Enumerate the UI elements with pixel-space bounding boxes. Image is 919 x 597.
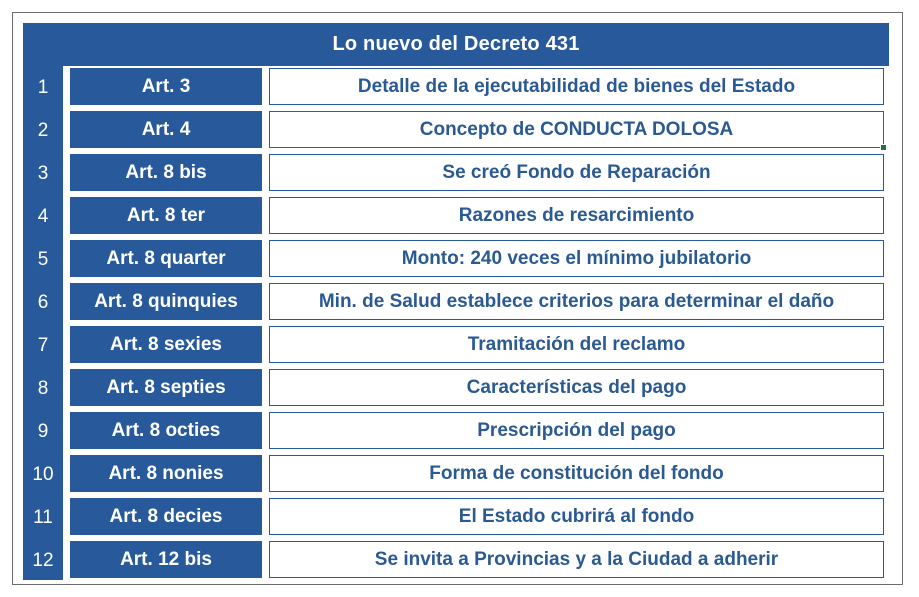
row-number: 11 [33,506,53,528]
table-row [23,66,889,109]
row-number: 2 [37,119,49,141]
article-cell[interactable]: Art. 8 quarter [70,240,262,277]
row-number: 5 [37,248,49,270]
description-cell[interactable]: Se creó Fondo de Reparación [269,154,884,191]
description-cell-selected[interactable] [269,111,884,148]
description-cell[interactable]: Monto: 240 veces el mínimo jubilatorio [269,240,884,277]
description-cell[interactable]: El Estado cubrirá al fondo [269,498,884,535]
table-row [23,453,889,496]
table-row [23,152,889,195]
row-number: 7 [37,334,49,356]
table-row [23,238,889,281]
row-number: 1 [37,76,49,98]
table-row [23,539,889,582]
description-text: Concepto de CONDUCTA DOLOSA [419,118,734,140]
row-number: 10 [32,463,54,485]
article-cell[interactable]: Art. 8 ter [70,197,262,234]
article-cell[interactable]: Art. 12 bis [70,541,262,578]
article-cell[interactable]: Art. 8 septies [70,369,262,406]
article-cell[interactable]: Art. 8 nonies [70,455,262,492]
table-title: Lo nuevo del Decreto 431 [332,33,580,55]
article-cell[interactable]: Art. 8 quinquies [70,283,262,320]
description-cell[interactable]: Se invita a Provincias y a la Ciudad a adherir [269,541,884,578]
row-number: 4 [37,205,49,227]
article-cell[interactable]: Art. 8 decies [70,498,262,535]
table-row [23,410,889,453]
table-row [23,281,889,324]
article-cell[interactable]: Art. 4 [70,111,262,148]
description-cell[interactable]: Tramitación del reclamo [269,326,884,363]
article-cell[interactable]: Art. 8 sexies [70,326,262,363]
article-cell[interactable]: Art. 8 octies [70,412,262,449]
description-cell[interactable]: Forma de constitución del fondo [269,455,884,492]
row-number: 9 [37,420,49,442]
fill-handle[interactable] [880,144,887,151]
description-cell[interactable]: Razones de resarcimiento [269,197,884,234]
table-row [23,109,889,152]
description-cell[interactable]: Detalle de la ejecutabilidad de bienes del Estado [269,68,884,105]
table-row [23,496,889,539]
row-number: 3 [37,162,49,184]
table-row [23,195,889,238]
description-cell[interactable]: Características del pago [269,369,884,406]
row-number: 6 [37,291,49,313]
description-cell[interactable]: Prescripción del pago [269,412,884,449]
row-number: 12 [32,549,54,571]
row-number: 8 [37,377,49,399]
table-row [23,367,889,410]
table-row [23,324,889,367]
article-cell[interactable]: Art. 8 bis [70,154,262,191]
article-cell[interactable]: Art. 3 [70,68,262,105]
description-cell[interactable]: Min. de Salud establece criterios para determinar el daño [269,283,884,320]
